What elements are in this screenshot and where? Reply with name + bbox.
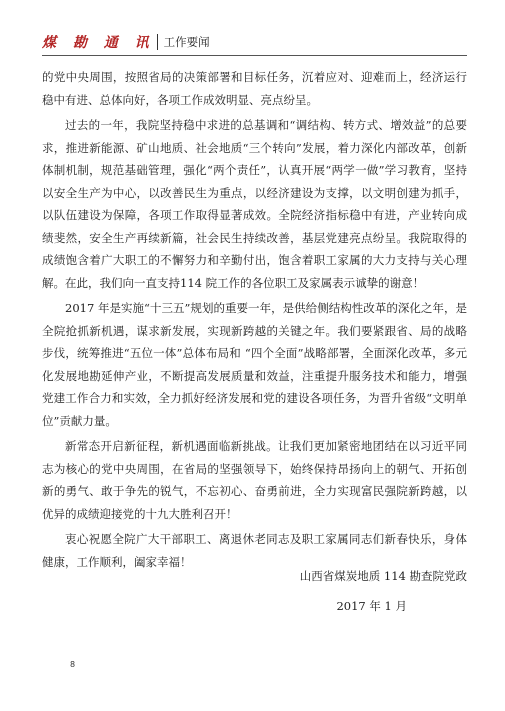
paragraph: 衷心祝愿全院广大干部职工、离退休老同志及职工家属同志们新春快乐，身体健康，工作顺利，阖家幸福！ [42,532,467,569]
header-divider [157,34,158,50]
paragraph: 2017 年是实施“十三五”规划的重要一年，是供给侧结构性改革的深化之年，是全院抢抓新机遇，谋求新发展，实现新跨越的关键之年。我们要紧跟省、局的战略步伐，统筹推进“五位一体”总体布局和 “四个全面”战略部署，全面深化改革，多元化发展地勘延伸产业，不断提高发展质量和效益，注重提升服务技术和能力，增强党建工作合力和实效，全力抓好经济发展和党的建设各项任务，为晋升省级“文明单位”贡献力量。 [42,301,467,428]
section-title: 工作要闻 [163,35,210,49]
signature-organization: 山西省煤炭地质 114 勘查院党政 [299,569,467,583]
page-header [42,30,467,54]
page-number: 8 [70,660,76,669]
signature-date: 2017 年 1 月 [336,599,407,613]
paragraph: 新常态开启新征程，新机遇面临新挑战。让我们更加紧密地团结在以习近平同志为核心的党中央周围，在省局的坚强领导下，始终保持昂扬向上的朝气、开拓创新的勇气、敢于争先的锐气，不忘初心、奋勇前进，全力实现富民强院新跨越，以优异的成绩迎接党的十九大胜利召开！ [42,439,467,521]
newsletter-brand: 煤 勘 通 讯 [42,35,155,51]
paragraph: 过去的一年，我院坚持稳中求进的总基调和“调结构、转方式、增效益”的总要求，推进新能源、矿山地质、社会地质“三个转向”发展，着力深化内部改革，创新体制机制，规范基础管理，强化“两个责任”，认真开展“两学一做”学习教育，坚持以安全生产为中心，以改善民生为重点，以经济建设为支撑，以文明创建为抓手，以队伍建设为保障，各项工作取得显著成效。全院经济指标稳中有进，产业转向成绩斐然，安全生产再续新篇，社会民生持续改善，基层党建亮点纷呈。我院取得的成绩饱含着广大职工的不懈努力和辛勤付出，饱含着职工家属的大力支持与关心理解。在此，我们向一直支持114 院工作的各位职工及家属表示诚挚的谢意！ [42,118,467,290]
header-rule [42,55,467,56]
article-body [42,66,467,576]
paragraph-continued: 的党中央周围，按照省局的决策部署和目标任务，沉着应对、迎难而上，经济运行稳中有进、总体向好，各项工作成效明显、亮点纷呈。 [42,70,467,107]
